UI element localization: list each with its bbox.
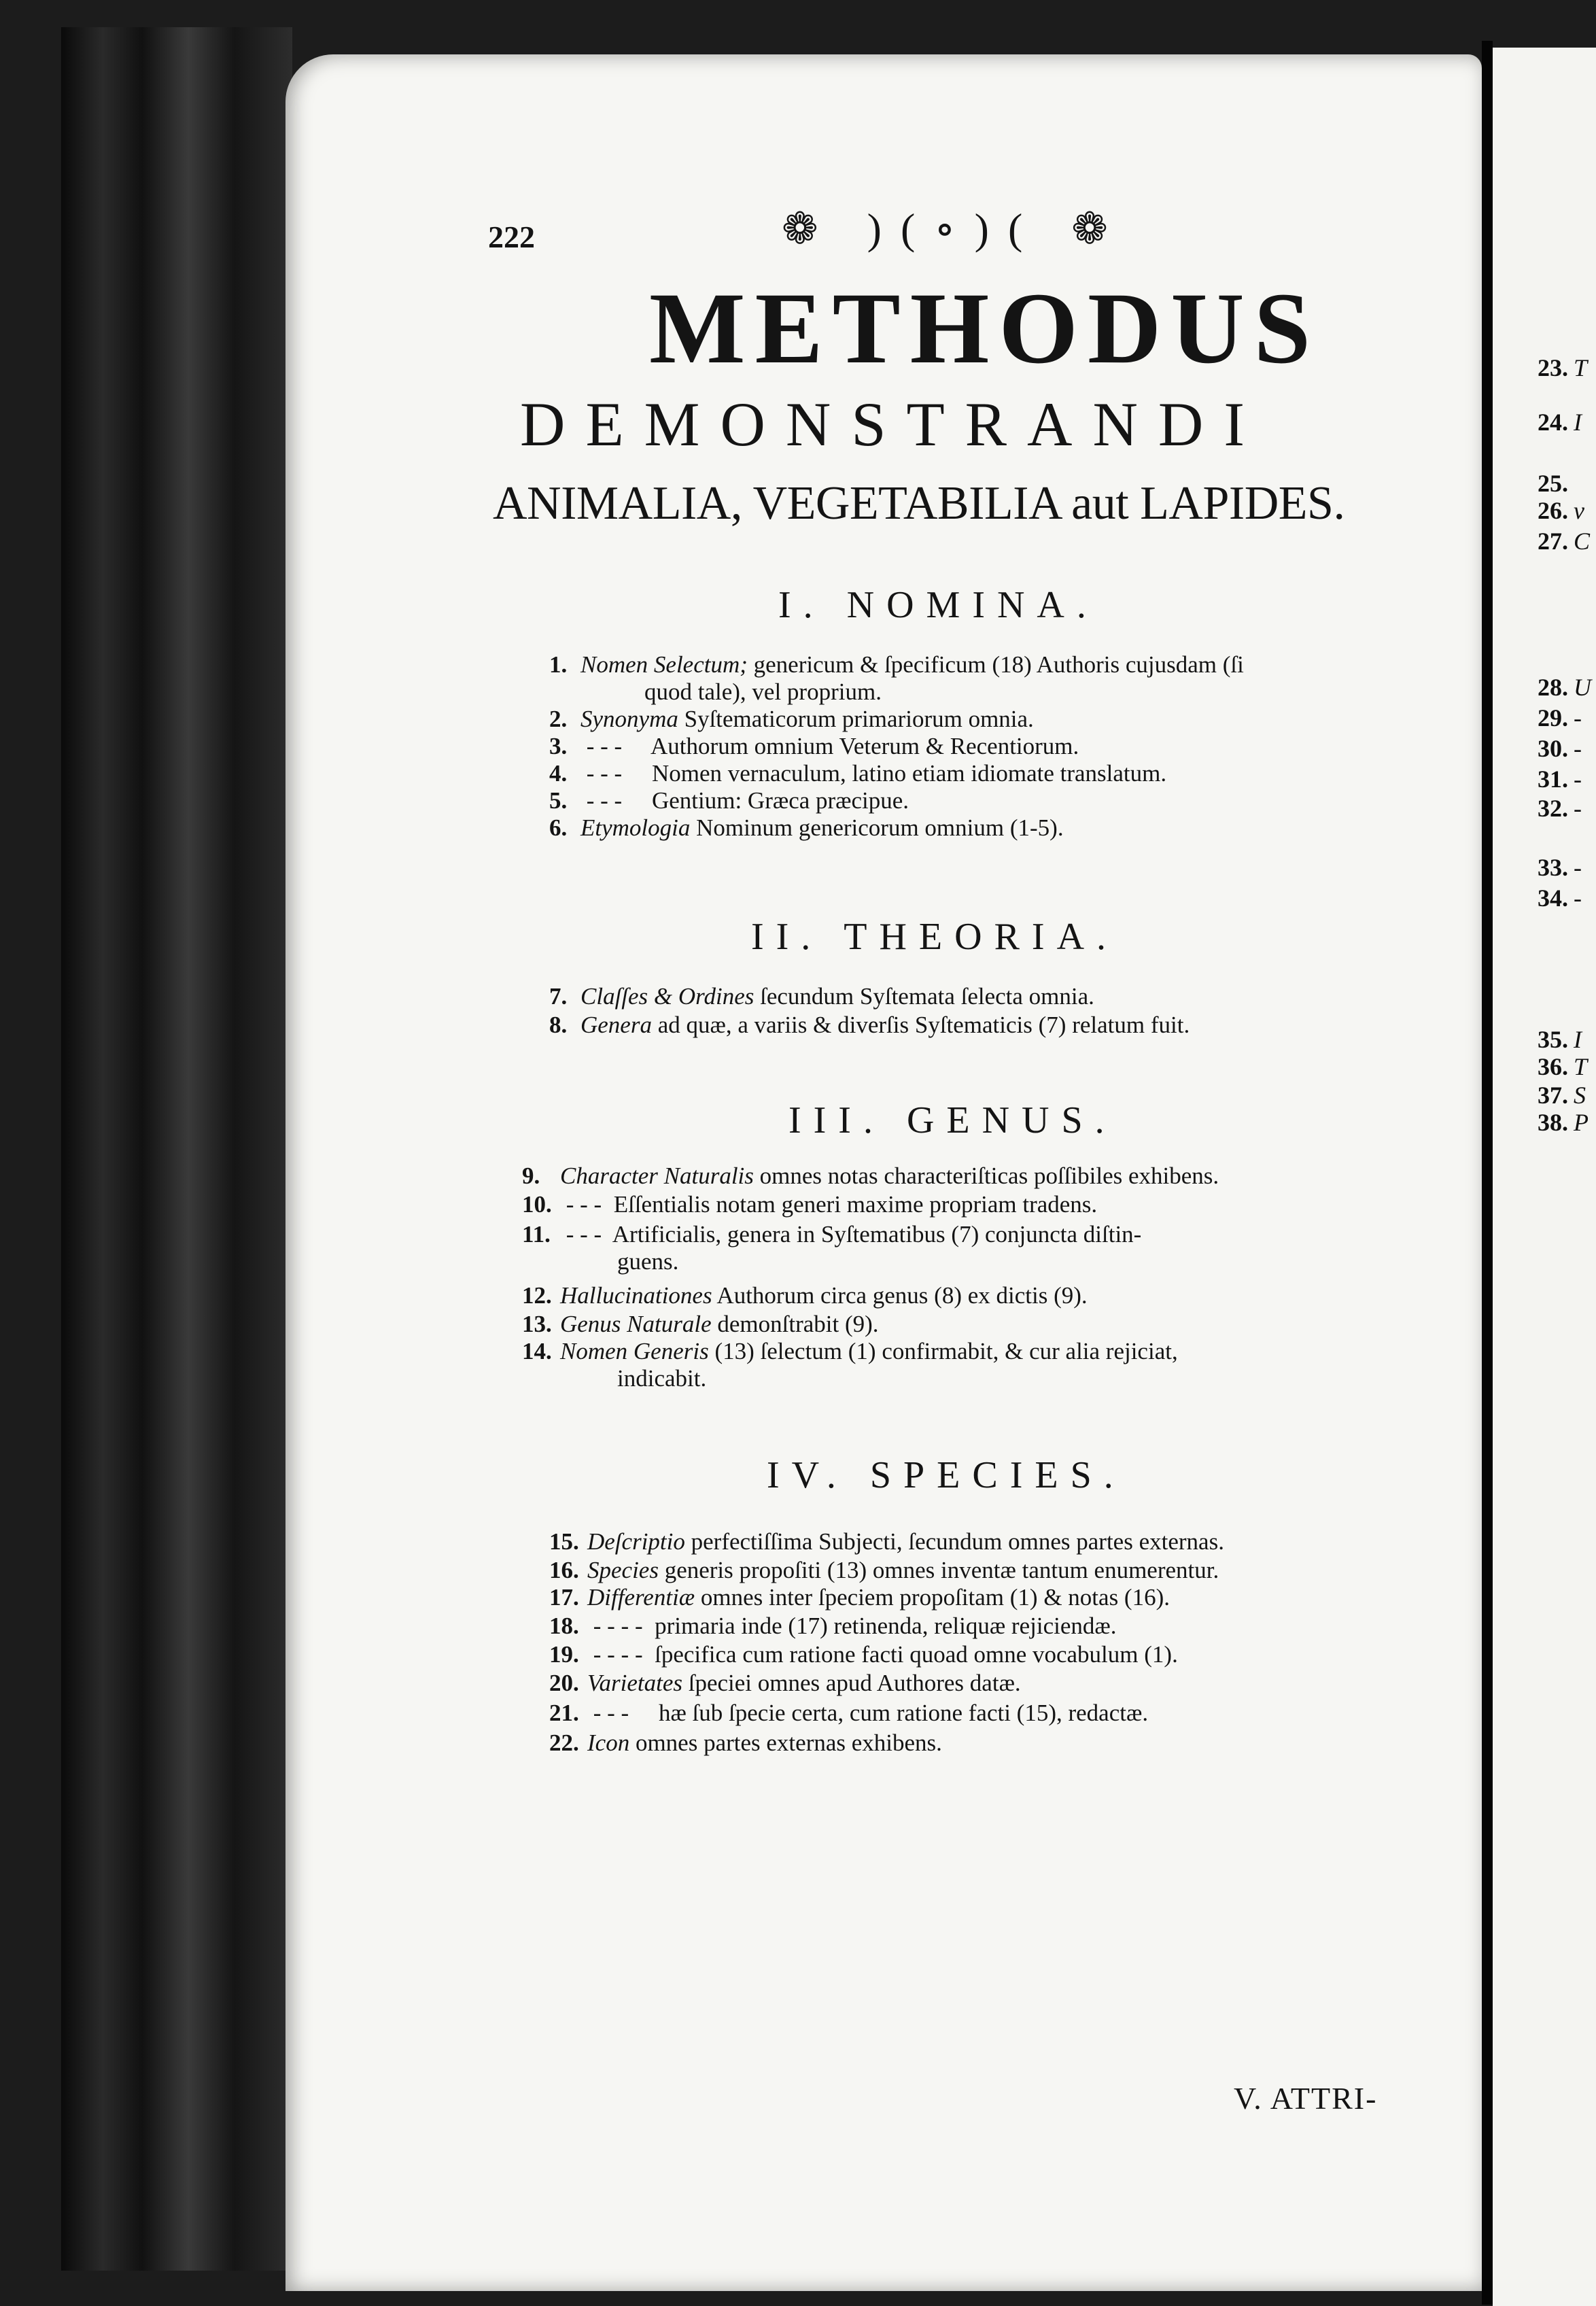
entry-line: [549, 1730, 942, 1757]
facing-page-fragment: -: [1574, 765, 1582, 793]
entry-text: ad quæ, a variis & diverſis Syſtematicis (7) relatum fuit.: [651, 1012, 1190, 1038]
facing-page-line: [1538, 734, 1582, 763]
facing-page-line: [1538, 408, 1582, 436]
entry-text: Authorum circa genus (8) ex dictis (9).: [712, 1282, 1088, 1309]
facing-page-number: 38.: [1538, 1109, 1568, 1136]
entry-number: 2.: [549, 706, 568, 732]
entry-number: 13.: [522, 1311, 552, 1337]
facing-page-fragment: -: [1574, 704, 1582, 732]
page-number: 222: [488, 220, 535, 254]
entry-continuation: quod tale), vel proprium.: [644, 678, 882, 706]
catchword: V. ATTRI-: [1234, 2081, 1378, 2116]
entry-text: - - - - ſpecifica cum ratione facti quoad omne vocabulum (1).: [587, 1641, 1178, 1668]
facing-page-line: [1538, 469, 1574, 498]
section-heading: III. GENUS.: [788, 1099, 1117, 1141]
facing-page-line: [1538, 704, 1582, 732]
facing-page-line: [1538, 1108, 1589, 1137]
entry-text: - - - Authorum omnium Veterum & Recentiorum.: [580, 733, 1079, 759]
entry-number: 7.: [549, 983, 568, 1010]
entry-line: [549, 1613, 1116, 1640]
entry-number: 3.: [549, 733, 568, 759]
entry-term: Deſcriptio: [587, 1528, 685, 1555]
title-methodus: METHODUS: [649, 272, 1321, 385]
facing-page-fragment: P: [1574, 1109, 1589, 1136]
facing-page-number: 32.: [1538, 795, 1568, 822]
facing-page-number: 36.: [1538, 1053, 1568, 1080]
page-gutter: [1482, 41, 1493, 2305]
entry-number: 12.: [522, 1282, 552, 1309]
entry-line: [549, 733, 1079, 760]
facing-page-number: 35.: [1538, 1026, 1568, 1053]
entry-number: 1.: [549, 651, 568, 678]
section-heading: II. THEORIA.: [751, 916, 1119, 958]
entry-text: - - - - primaria inde (17) retinenda, reliquæ rejiciendæ.: [587, 1613, 1117, 1639]
section-heading: I. NOMINA.: [778, 584, 1098, 626]
entry-text: perfectiſſima Subjecti, ſecundum omnes partes externas.: [684, 1528, 1224, 1555]
entry-line: [549, 814, 1064, 842]
facing-page-number: 30.: [1538, 735, 1568, 762]
entry-text: ſecundum Syſtemata ſelecta omnia.: [754, 983, 1094, 1010]
entry-line: [522, 1338, 1178, 1393]
entry-text: omnes inter ſpeciem propoſitam (1) & notas (16).: [695, 1584, 1170, 1611]
entry-line: [522, 1311, 879, 1338]
entry-line: [549, 760, 1166, 787]
entry-line: [549, 1528, 1224, 1555]
entry-number: 8.: [549, 1012, 568, 1038]
entry-number: 9.: [522, 1163, 540, 1189]
facing-page-fragment: -: [1574, 735, 1582, 762]
entry-text: demonſtrabit (9).: [711, 1311, 879, 1337]
facing-page-number: 25.: [1538, 470, 1568, 497]
facing-page-line: [1538, 1081, 1586, 1109]
entry-text: - - - hæ ſub ſpecie certa, cum ratione facti (15), redactæ.: [587, 1700, 1149, 1726]
facing-page-line: [1538, 527, 1590, 555]
entry-line: [522, 1163, 1219, 1190]
entry-term: Character Naturalis: [560, 1163, 754, 1189]
entry-term: Genera: [580, 1012, 652, 1038]
facing-page-number: 29.: [1538, 704, 1568, 732]
entry-number: 5.: [549, 787, 568, 814]
entry-text: generis propoſiti (13) omnes inventæ tantum enumerentur.: [658, 1557, 1219, 1583]
book-binding: [61, 27, 292, 2271]
facing-page: [1493, 48, 1596, 2306]
entry-text: (13) ſelectum (1) confirmabit, & cur alia rejiciat,: [708, 1338, 1178, 1364]
entry-term: Nomen Generis: [560, 1338, 709, 1364]
entry-line: [549, 787, 909, 814]
entry-number: 21.: [549, 1700, 579, 1726]
entry-text: - - - Gentium: Græca præcipue.: [580, 787, 909, 814]
facing-page-fragment: I: [1574, 409, 1582, 436]
ornament-headpiece: ❁ )(∘)( ❁: [782, 205, 1127, 253]
facing-page-number: 23.: [1538, 354, 1568, 381]
entry-line: [522, 1282, 1088, 1309]
entry-text: omnes notas characteriſticas poſſibiles exhibens.: [753, 1163, 1219, 1189]
entry-number: 4.: [549, 760, 568, 787]
entry-line: [549, 1641, 1178, 1668]
entry-term: Etymologia: [580, 814, 691, 841]
entry-text: - - - Artificialis, genera in Syſtematibus (7) conjuncta diſtin-: [560, 1221, 1142, 1247]
entry-line: [549, 1557, 1219, 1584]
facing-page-line: [1538, 1025, 1582, 1054]
entry-text: Syſtematicorum primariorum omnia.: [678, 706, 1034, 732]
entry-term: Synonyma: [580, 706, 678, 732]
section-heading: IV. SPECIES.: [767, 1454, 1126, 1496]
entry-line: [522, 1191, 1097, 1218]
facing-page-fragment: -: [1574, 884, 1582, 912]
entry-text: Nominum genericorum omnium (1-5).: [690, 814, 1064, 841]
entry-term: Nomen Selectum;: [580, 651, 748, 678]
facing-page-fragment: I: [1574, 1026, 1582, 1053]
facing-page-fragment: C: [1574, 528, 1591, 555]
facing-page-line: [1538, 496, 1584, 525]
entry-number: 22.: [549, 1730, 579, 1756]
entry-term: Hallucinationes: [560, 1282, 712, 1309]
entry-number: 18.: [549, 1613, 579, 1639]
entry-term: Species: [587, 1557, 659, 1583]
facing-page-fragment: v: [1574, 497, 1584, 524]
title-demonstrandi: DEMONSTRANDI: [520, 390, 1265, 459]
entry-term: Claſſes & Ordines: [580, 983, 754, 1010]
entry-text: omnes partes externas exhibens.: [629, 1730, 942, 1756]
entry-line: [549, 1584, 1170, 1611]
entry-line: [549, 983, 1094, 1010]
facing-page-fragment: -: [1574, 795, 1582, 822]
entry-text: - - - Nomen vernaculum, latino etiam idiomate translatum.: [580, 760, 1167, 787]
entry-line: [549, 651, 1244, 706]
facing-page-number: 33.: [1538, 854, 1568, 881]
facing-page-number: 24.: [1538, 409, 1568, 436]
entry-number: 11.: [522, 1221, 551, 1247]
entry-term: Icon: [587, 1730, 630, 1756]
facing-page-line: [1538, 884, 1582, 912]
facing-page-line: [1538, 765, 1582, 793]
facing-page-fragment: T: [1574, 1053, 1588, 1080]
facing-page-fragment: S: [1574, 1082, 1586, 1109]
entry-line: [549, 1012, 1190, 1039]
entry-continuation: guens.: [617, 1248, 679, 1275]
entry-text: genericum & ſpecificum (18) Authoris cujusdam (ſi: [747, 651, 1244, 678]
facing-page-number: 28.: [1538, 674, 1568, 701]
facing-page-fragment: U: [1574, 674, 1591, 701]
entry-number: 17.: [549, 1584, 579, 1611]
entry-number: 19.: [549, 1641, 579, 1668]
facing-page-fragment: T: [1574, 354, 1588, 381]
entry-line: [549, 1670, 1021, 1697]
facing-page-line: [1538, 354, 1587, 382]
facing-page-number: 37.: [1538, 1082, 1568, 1109]
entry-line: [522, 1221, 1141, 1276]
facing-page-line: [1538, 794, 1582, 823]
entry-continuation: indicabit.: [617, 1365, 707, 1392]
facing-page-number: 26.: [1538, 497, 1568, 524]
entry-text: - - - Eſſentialis notam generi maxime propriam tradens.: [560, 1191, 1098, 1218]
facing-page-number: 27.: [1538, 528, 1568, 555]
entry-text: ſpeciei omnes apud Authores datæ.: [682, 1670, 1021, 1696]
entry-number: 16.: [549, 1557, 579, 1583]
facing-page-line: [1538, 853, 1582, 882]
entry-term: Genus Naturale: [560, 1311, 712, 1337]
facing-page-fragment: -: [1574, 854, 1582, 881]
facing-page-line: [1538, 673, 1591, 702]
entry-number: 20.: [549, 1670, 579, 1696]
entry-number: 6.: [549, 814, 568, 841]
entry-number: 10.: [522, 1191, 552, 1218]
entry-line: [549, 1700, 1148, 1727]
entry-number: 14.: [522, 1338, 552, 1364]
facing-page-number: 34.: [1538, 884, 1568, 912]
entry-term: Varietates: [587, 1670, 682, 1696]
entry-number: 15.: [549, 1528, 579, 1555]
facing-page-number: 31.: [1538, 765, 1568, 793]
entry-line: [549, 706, 1034, 733]
facing-page-line: [1538, 1052, 1587, 1081]
entry-term: Differentiæ: [587, 1584, 695, 1611]
title-subjects: ANIMALIA, VEGETABILIA aut LAPIDES.: [493, 477, 1345, 530]
